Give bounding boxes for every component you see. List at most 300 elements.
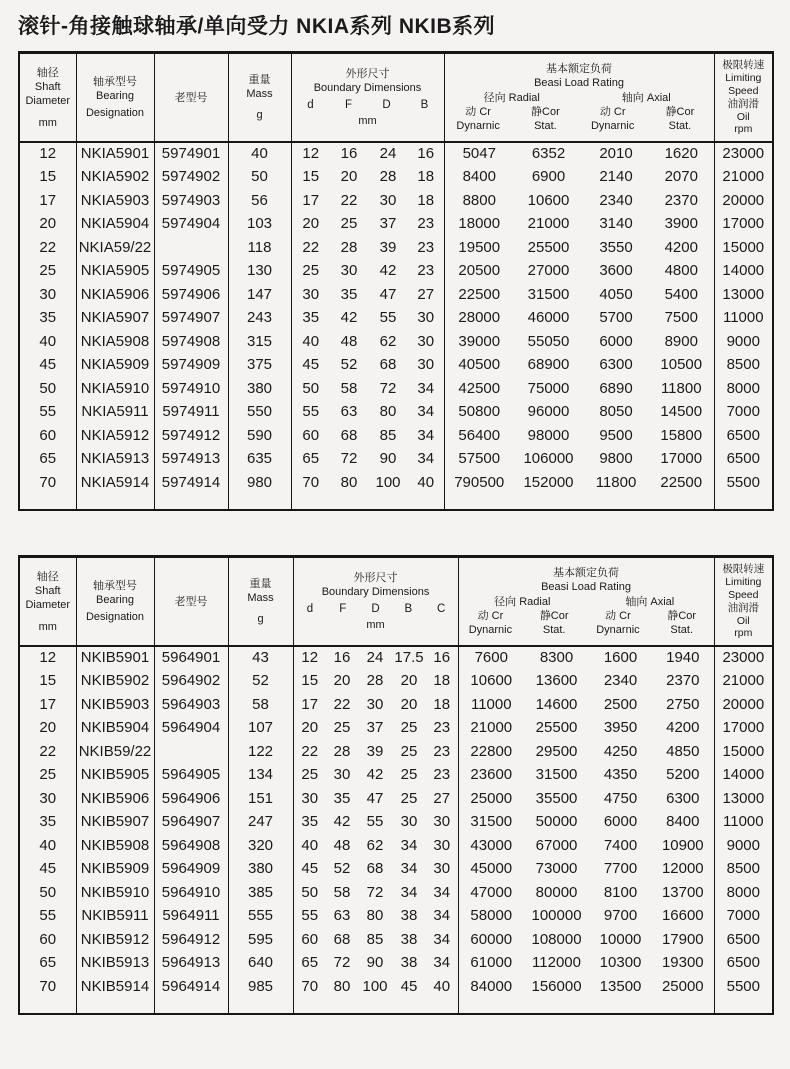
table-cell: NKIA5904 xyxy=(76,212,154,236)
table-cell: 45 xyxy=(39,860,57,878)
table-cell: 17 xyxy=(39,695,57,713)
table-cell: NKIB5914 xyxy=(76,975,154,999)
table-cell: 27 xyxy=(417,285,435,303)
table-cell: 67000 xyxy=(535,836,578,854)
spacer-cell xyxy=(154,998,228,1014)
table-cell: 45 xyxy=(400,977,418,995)
table-cell: 42 xyxy=(379,262,397,280)
table-cell: 23000 xyxy=(714,646,773,670)
table-cell: 52 xyxy=(333,860,351,878)
radial-label: 径向 Radial xyxy=(494,596,551,609)
table-cell: 50800 xyxy=(444,400,514,424)
table-cell: 65 xyxy=(39,450,57,468)
table-cell: 9000 xyxy=(714,834,773,858)
table-cell: 70 xyxy=(291,471,330,495)
header-label: 轴承型号 xyxy=(93,579,137,592)
table-cell: 68900 xyxy=(527,356,570,374)
table-cell: 25 xyxy=(293,763,326,787)
table-cell: 4350 xyxy=(603,766,638,784)
table-cell: 9000 xyxy=(714,330,773,354)
table-cell: 30 xyxy=(333,766,351,784)
spacer-cell xyxy=(368,494,408,510)
table-cell: 25000 xyxy=(661,977,704,995)
table-cell: 15800 xyxy=(660,426,703,444)
table-cell: 28 xyxy=(379,168,397,186)
header-label: 动 Cr xyxy=(477,610,504,623)
table-cell: 58 xyxy=(333,883,351,901)
table-cell: 17000 xyxy=(714,716,773,740)
table-cell: 16600 xyxy=(661,907,704,925)
load-sub-col xyxy=(646,106,713,134)
spacer-cell xyxy=(293,998,326,1014)
table-row xyxy=(19,400,773,424)
table-cell: 23000 xyxy=(714,142,773,166)
table-cell: 5964913 xyxy=(154,951,228,975)
table-cell: 30 xyxy=(39,789,57,807)
table-cell: 5974901 xyxy=(154,142,228,166)
table-cell: 8400 xyxy=(666,813,700,831)
header-label: 静Cor xyxy=(539,610,569,623)
table-cell: NKIA5905 xyxy=(76,259,154,283)
table-cell: 5964909 xyxy=(154,857,228,881)
table-cell: 18 xyxy=(417,191,435,209)
table-cell: 30 xyxy=(433,860,451,878)
table-cell: 80 xyxy=(366,907,384,925)
header-label: Shaft xyxy=(34,584,61,597)
spacer-cell xyxy=(228,494,291,510)
table-cell: 65 xyxy=(291,447,330,471)
header-label: Designation xyxy=(85,107,145,120)
table-cell: 107 xyxy=(228,716,293,740)
header-label: 油润滑 xyxy=(727,97,760,110)
header-row xyxy=(19,53,773,142)
table-cell: 39 xyxy=(366,742,384,760)
axial-label: 轴向 Axial xyxy=(621,92,671,105)
table-cell: 35 xyxy=(39,309,57,327)
table-cell: 25 xyxy=(39,262,57,280)
page-title: 滚针-角接触球轴承/单向受力 NKIA系列 NKIB系列 xyxy=(18,15,496,38)
table-row xyxy=(19,951,773,975)
table-cell: 68 xyxy=(379,356,397,374)
header-label: Limiting xyxy=(725,72,762,85)
table-cell: 2340 xyxy=(603,672,638,690)
table-cell: 5964901 xyxy=(154,646,228,670)
table-cell: 147 xyxy=(228,283,291,307)
table-cell: NKIB5903 xyxy=(76,693,154,717)
table-cell: 34 xyxy=(400,860,418,878)
header-unit: g xyxy=(256,109,263,122)
table-cell: 640 xyxy=(228,951,293,975)
table-cell: 35500 xyxy=(535,789,578,807)
table-cell: NKIA5912 xyxy=(76,424,154,448)
header-unit: g xyxy=(257,613,264,626)
table-cell: NKIB5912 xyxy=(76,928,154,952)
dim-letter: B xyxy=(404,603,413,616)
table-cell: 80 xyxy=(333,977,351,995)
table-cell: 10000 xyxy=(599,930,642,948)
table-cell: 18 xyxy=(433,695,451,713)
table-row xyxy=(19,447,773,471)
header-label: Stat. xyxy=(534,120,557,133)
table-cell: 118 xyxy=(228,236,291,260)
table-cell: 11000 xyxy=(458,693,524,717)
col-header-boundary-dimensions xyxy=(291,53,444,142)
table-cell: 595 xyxy=(228,928,293,952)
col-header-limiting-speed xyxy=(714,557,773,646)
table-row xyxy=(19,189,773,213)
table-cell: 31500 xyxy=(527,285,570,303)
header-label: Beasi Load Rating xyxy=(534,76,624,89)
table-cell: 34 xyxy=(417,403,435,421)
spacer-cell xyxy=(514,494,583,510)
load-sub-col xyxy=(586,610,650,638)
table-cell: 5500 xyxy=(714,471,773,495)
table-cell: NKIB5905 xyxy=(76,763,154,787)
table-cell: 5047 xyxy=(444,142,514,166)
table-cell: 34 xyxy=(400,836,418,854)
header-label: 外形尺寸 xyxy=(353,571,398,584)
table-cell: 23 xyxy=(417,215,435,233)
table-cell: 8000 xyxy=(714,881,773,905)
table-cell: 5964908 xyxy=(154,834,228,858)
load-sub-col xyxy=(445,106,512,134)
table-row xyxy=(19,693,773,717)
table-cell: 39 xyxy=(379,238,397,256)
table-cell: 58 xyxy=(340,379,358,397)
spacer-cell xyxy=(652,998,714,1014)
table-cell xyxy=(154,740,228,764)
table-cell: 18000 xyxy=(444,212,514,236)
table-cell: 55 xyxy=(379,309,397,327)
table-cell: 23 xyxy=(433,766,451,784)
table-cell: 17900 xyxy=(661,930,704,948)
table-cell: NKIA59/22 xyxy=(76,236,154,260)
table-cell: NKIA5902 xyxy=(76,165,154,189)
dim-letter: D xyxy=(382,99,391,112)
table-cell: 15 xyxy=(39,672,57,690)
load-sub-row xyxy=(459,610,714,638)
table-cell xyxy=(154,236,228,260)
table-cell: 98000 xyxy=(527,426,570,444)
header-unit: mm xyxy=(358,115,377,128)
col-header-bearing-designation xyxy=(76,53,154,142)
col-header-bearing-designation xyxy=(76,557,154,646)
table-cell: 65 xyxy=(39,954,57,972)
table-cell: 2370 xyxy=(664,191,698,209)
table-cell: 40 xyxy=(39,332,57,350)
table-cell: 20 xyxy=(400,695,418,713)
table-cell: 590 xyxy=(228,424,291,448)
header-label: 动 Cr xyxy=(599,106,626,119)
table-cell: NKIA5906 xyxy=(76,283,154,307)
load-direction-row xyxy=(445,91,714,105)
table-row xyxy=(19,834,773,858)
table-cell: 25 xyxy=(291,259,330,283)
header-row xyxy=(19,557,773,646)
table-cell: 23 xyxy=(433,742,451,760)
table-cell: 19500 xyxy=(444,236,514,260)
table-cell: 9500 xyxy=(599,426,633,444)
spacer-cell xyxy=(76,998,154,1014)
table-cell: 43000 xyxy=(458,834,524,858)
table-cell: 42 xyxy=(340,309,358,327)
table-cell: 7400 xyxy=(603,836,638,854)
header-unit: mm xyxy=(38,620,57,633)
table-cell: 25500 xyxy=(535,719,578,737)
table-cell: 90 xyxy=(366,954,384,972)
table-cell: 21000 xyxy=(714,669,773,693)
header-label: 极限转速 xyxy=(722,563,765,576)
header-label: Oil xyxy=(736,614,750,627)
table-cell: 25 xyxy=(400,742,418,760)
table-cell: 72 xyxy=(340,450,358,468)
table-cell: 23 xyxy=(417,238,435,256)
table-cell: 5964905 xyxy=(154,763,228,787)
table-cell: 2070 xyxy=(664,168,698,186)
table-cell: NKIB59/22 xyxy=(76,740,154,764)
table-cell: 6352 xyxy=(531,145,566,163)
table-cell: NKIA5903 xyxy=(76,189,154,213)
table-cell: 40 xyxy=(291,330,330,354)
table-cell: NKIB5901 xyxy=(76,646,154,670)
table-spacer-row xyxy=(19,494,773,510)
table-row xyxy=(19,259,773,283)
table-cell: 43 xyxy=(228,646,293,670)
spacer-cell xyxy=(649,494,714,510)
table-cell: 37 xyxy=(366,719,384,737)
table-cell: 30 xyxy=(433,813,451,831)
spacer-cell xyxy=(583,494,649,510)
header-unit: rpm xyxy=(734,627,753,640)
table-cell: 20 xyxy=(400,672,418,690)
dim-letter: d xyxy=(307,99,314,112)
spacer-cell xyxy=(426,998,458,1014)
table-row xyxy=(19,330,773,354)
table-cell: 156000 xyxy=(531,977,582,995)
table-row xyxy=(19,142,773,166)
table-cell: 5974908 xyxy=(154,330,228,354)
table-cell: 40 xyxy=(39,836,57,854)
table-cell: 47000 xyxy=(458,881,524,905)
load-sub-row xyxy=(445,106,714,134)
table-cell: 50 xyxy=(293,881,326,905)
table-cell: 18 xyxy=(417,168,435,186)
table-cell: 62 xyxy=(379,332,397,350)
axial-label: 轴向 Axial xyxy=(625,596,675,609)
dim-letter: D xyxy=(371,603,380,616)
table-cell: 38 xyxy=(400,954,418,972)
header-label: Designation xyxy=(85,611,145,624)
table-cell: 23 xyxy=(433,719,451,737)
table-cell: 63 xyxy=(333,907,351,925)
table-cell: 550 xyxy=(228,400,291,424)
table-cell: 29500 xyxy=(535,742,578,760)
table-cell: 6900 xyxy=(531,168,566,186)
table-cell: 20 xyxy=(39,719,57,737)
table-cell: NKIA5911 xyxy=(76,400,154,424)
header-label: 基本额定负荷 xyxy=(553,566,620,579)
table-cell: 20000 xyxy=(714,189,773,213)
table-cell: 5500 xyxy=(714,975,773,999)
table-cell: 72 xyxy=(379,379,397,397)
table-cell: 11800 xyxy=(595,473,637,491)
table-cell: 12 xyxy=(39,145,57,163)
table-cell: 1940 xyxy=(666,649,700,667)
spacer-cell xyxy=(392,998,426,1014)
table-cell: 13000 xyxy=(714,283,773,307)
table-cell: 25500 xyxy=(527,238,570,256)
table-cell: 40 xyxy=(433,977,451,995)
col-header-old-model xyxy=(154,557,228,646)
table-cell: 73000 xyxy=(535,860,578,878)
table-cell: 5974902 xyxy=(154,165,228,189)
header-label: 静Cor xyxy=(531,106,560,119)
table-cell: NKIA5908 xyxy=(76,330,154,354)
table-cell: 28 xyxy=(366,672,384,690)
table-cell: 5964912 xyxy=(154,928,228,952)
col-header-load-rating xyxy=(458,557,714,646)
table-cell: NKIA5909 xyxy=(76,353,154,377)
spacer-cell xyxy=(291,494,330,510)
table-cell: 8800 xyxy=(444,189,514,213)
load-sub-col xyxy=(459,610,523,638)
table-row xyxy=(19,353,773,377)
table-cell: 68 xyxy=(333,930,351,948)
table-cell: 9700 xyxy=(603,907,638,925)
table-cell: 30 xyxy=(39,285,57,303)
table-cell: 8100 xyxy=(603,883,638,901)
header-label: 老型号 xyxy=(174,595,208,608)
header-label: Shaft xyxy=(34,80,61,93)
table-cell: 31500 xyxy=(535,766,578,784)
table-cell: 40 xyxy=(293,834,326,858)
table-cell: 30 xyxy=(417,309,435,327)
table-cell: 5974914 xyxy=(154,471,228,495)
header-label: 动 Cr xyxy=(465,106,491,119)
table-cell: 6000 xyxy=(599,332,633,350)
table-cell: 61000 xyxy=(458,951,524,975)
table-cell: 45000 xyxy=(458,857,524,881)
table-cell: 50 xyxy=(291,377,330,401)
table-row xyxy=(19,928,773,952)
table-cell: 48 xyxy=(340,332,358,350)
table-cell: 6500 xyxy=(714,928,773,952)
table-cell: 37 xyxy=(379,215,397,233)
table-row xyxy=(19,471,773,495)
table-row xyxy=(19,787,773,811)
header-label: 油润滑 xyxy=(727,601,760,614)
table-cell: 21000 xyxy=(714,165,773,189)
table-cell: 6890 xyxy=(599,379,633,397)
table-cell: 62 xyxy=(366,836,384,854)
table-cell: 7500 xyxy=(664,309,698,327)
header-label: 轴径 xyxy=(36,66,59,79)
table-cell: 38 xyxy=(400,930,418,948)
table-cell: 243 xyxy=(228,306,291,330)
nkib-table xyxy=(18,555,774,1015)
header-label: Stat. xyxy=(542,624,566,637)
table-cell: 16 xyxy=(433,649,451,667)
header-label: 动 Cr xyxy=(605,610,631,623)
table-cell: NKIB5911 xyxy=(76,904,154,928)
table-cell: 4750 xyxy=(603,789,638,807)
table-cell: 80 xyxy=(340,473,358,491)
table-cell: 14000 xyxy=(714,259,773,283)
table-cell: 55 xyxy=(291,400,330,424)
table-cell: 9800 xyxy=(599,450,633,468)
table-cell: 90 xyxy=(379,450,397,468)
table-cell: 980 xyxy=(228,471,291,495)
table-cell: 2500 xyxy=(603,695,638,713)
spacer-cell xyxy=(589,998,652,1014)
col-header-boundary-dimensions xyxy=(293,557,458,646)
table-cell: 3950 xyxy=(603,719,638,737)
table-cell: 30 xyxy=(379,191,397,209)
table-cell: 22 xyxy=(333,695,351,713)
radial-label: 径向 Radial xyxy=(483,92,540,105)
table-row xyxy=(19,810,773,834)
table-cell: 12 xyxy=(293,646,326,670)
table-cell: 5974905 xyxy=(154,259,228,283)
table-cell: 28 xyxy=(333,742,351,760)
table-cell: 5700 xyxy=(599,309,633,327)
spacer-cell xyxy=(330,494,368,510)
table-cell: 25000 xyxy=(458,787,524,811)
table-cell: 34 xyxy=(417,426,435,444)
table-cell: 380 xyxy=(228,857,293,881)
table-cell: 315 xyxy=(228,330,291,354)
table-cell: 15 xyxy=(293,669,326,693)
table-cell: 34 xyxy=(417,379,435,397)
table-cell: 42 xyxy=(366,766,384,784)
table-cell: 12000 xyxy=(661,860,704,878)
table-cell: 6500 xyxy=(714,951,773,975)
header-label: Dynarnic xyxy=(596,624,640,637)
table-cell: 5400 xyxy=(664,285,698,303)
table-cell: 40 xyxy=(417,473,435,491)
table-cell: 10300 xyxy=(599,954,642,972)
table-cell: 22 xyxy=(293,740,326,764)
table-cell: 15 xyxy=(39,168,57,186)
table-cell: NKIB5904 xyxy=(76,716,154,740)
header-label: 重量 xyxy=(249,577,272,590)
table-row xyxy=(19,763,773,787)
table-row xyxy=(19,904,773,928)
header-label: 老型号 xyxy=(174,91,208,104)
table-cell: 22 xyxy=(39,742,57,760)
table-cell: 20500 xyxy=(444,259,514,283)
table-cell: 15000 xyxy=(714,236,773,260)
table-cell: 635 xyxy=(228,447,291,471)
table-cell: 20 xyxy=(291,212,330,236)
table-cell: 35 xyxy=(340,285,358,303)
table-cell: 35 xyxy=(291,306,330,330)
table-cell: 25 xyxy=(400,719,418,737)
table-cell: 6500 xyxy=(714,447,773,471)
table-row xyxy=(19,716,773,740)
header-label: Dynarnic xyxy=(468,624,513,637)
table-cell: 17 xyxy=(291,189,330,213)
table-row xyxy=(19,283,773,307)
table-cell: 68 xyxy=(340,426,358,444)
table-row xyxy=(19,236,773,260)
table-cell: 28000 xyxy=(444,306,514,330)
table-cell: 17.5 xyxy=(394,649,424,667)
table-cell: 5964914 xyxy=(154,975,228,999)
table-cell: 15 xyxy=(291,165,330,189)
spacer-cell xyxy=(408,494,444,510)
table-cell: 6000 xyxy=(603,813,638,831)
